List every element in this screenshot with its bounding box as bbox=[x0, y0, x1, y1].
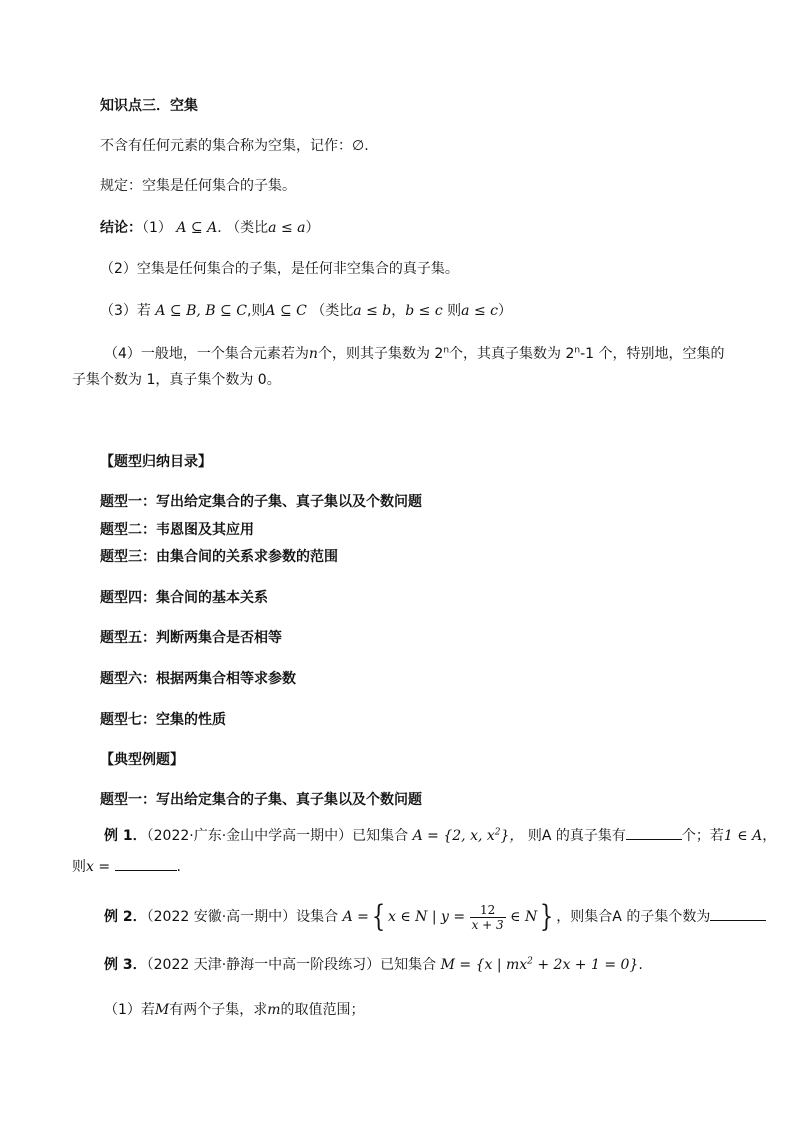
conclusion-4: （4）一般地，一个集合元素若为n个，则其子集数为 2$^n$个，其真子集数为 2$^n$-1 个，特别地，空集的 bbox=[104, 345, 725, 362]
answer-blank-3[interactable] bbox=[710, 906, 766, 921]
answer-blank-1[interactable] bbox=[626, 825, 682, 840]
example-1-label: 例 1． bbox=[104, 828, 147, 844]
conclusion-label: 结论： bbox=[100, 220, 142, 236]
left-brace: { bbox=[371, 899, 386, 934]
catalog-item-2: 题型二：韦恩图及其应用 bbox=[100, 522, 254, 538]
empty-set-rule: 规定：空集是任何集合的子集。 bbox=[100, 178, 296, 194]
catalog-item-7: 题型七：空集的性质 bbox=[100, 712, 226, 728]
catalog-item-6: 题型六：根据两集合相等求参数 bbox=[100, 671, 296, 687]
catalog-item-1: 题型一：写出给定集合的子集、真子集以及个数问题 bbox=[100, 494, 422, 510]
example-3: 例 3．（2022 天津·静海一中高一阶段练习）已知集合 M = {x | $mx^2 + 2x + 1 = 0$}. bbox=[104, 956, 643, 973]
example-1-cont: 则x = . bbox=[72, 856, 181, 877]
fraction: $\frac{12}{x + 3}$ bbox=[471, 902, 504, 932]
example-1: 例 1．（2022·广东·金山中学高一期中）已知集合 A = {2, x, $x^2$}， 则A 的真子集有 个；若1 ∈ A， bbox=[104, 825, 776, 846]
catalog-item-5: 题型五：判断两集合是否相等 bbox=[100, 630, 282, 646]
section-title: 知识点三．空集 bbox=[100, 98, 198, 114]
example-3-label: 例 3． bbox=[104, 957, 147, 973]
example-3-question-1: （1）若M有两个子集，求m的取值范围； bbox=[104, 1002, 365, 1018]
catalog-item-3: 题型三：由集合间的关系求参数的范围 bbox=[100, 549, 338, 565]
type1-heading: 题型一：写出给定集合的子集、真子集以及个数问题 bbox=[100, 792, 422, 808]
examples-title: 【典型例题】 bbox=[100, 752, 184, 768]
answer-blank-2[interactable] bbox=[115, 856, 177, 871]
right-brace: } bbox=[540, 899, 554, 934]
conclusion-4-cont: 子集个数为 1，真子集个数为 0。 bbox=[72, 372, 281, 388]
catalog-title: 【题型归纳目录】 bbox=[100, 454, 212, 470]
example-2: 例 2．（2022 安徽·高一期中）设集合 A ={ x ∈ N | y = $\frac{12}{x + 3}$ ∈ N} ，则集合A 的子集个数为 bbox=[104, 902, 766, 932]
catalog-item-4: 题型四：集合间的基本关系 bbox=[100, 590, 268, 606]
conclusion-1: 结论：（1） A ⊆ A. （类比a ≤ a） bbox=[100, 220, 320, 236]
example-2-label: 例 2． bbox=[104, 909, 147, 925]
conclusion-2: （2）空集是任何集合的子集，是任何非空集合的真子集。 bbox=[100, 261, 459, 277]
empty-set-definition: 不含有任何元素的集合称为空集，记作：∅. bbox=[100, 138, 369, 154]
conclusion-3: （3）若 A ⊆ B, B ⊆ C,则A ⊆ C （类比a ≤ b，b ≤ c 则a ≤ c） bbox=[100, 303, 512, 319]
